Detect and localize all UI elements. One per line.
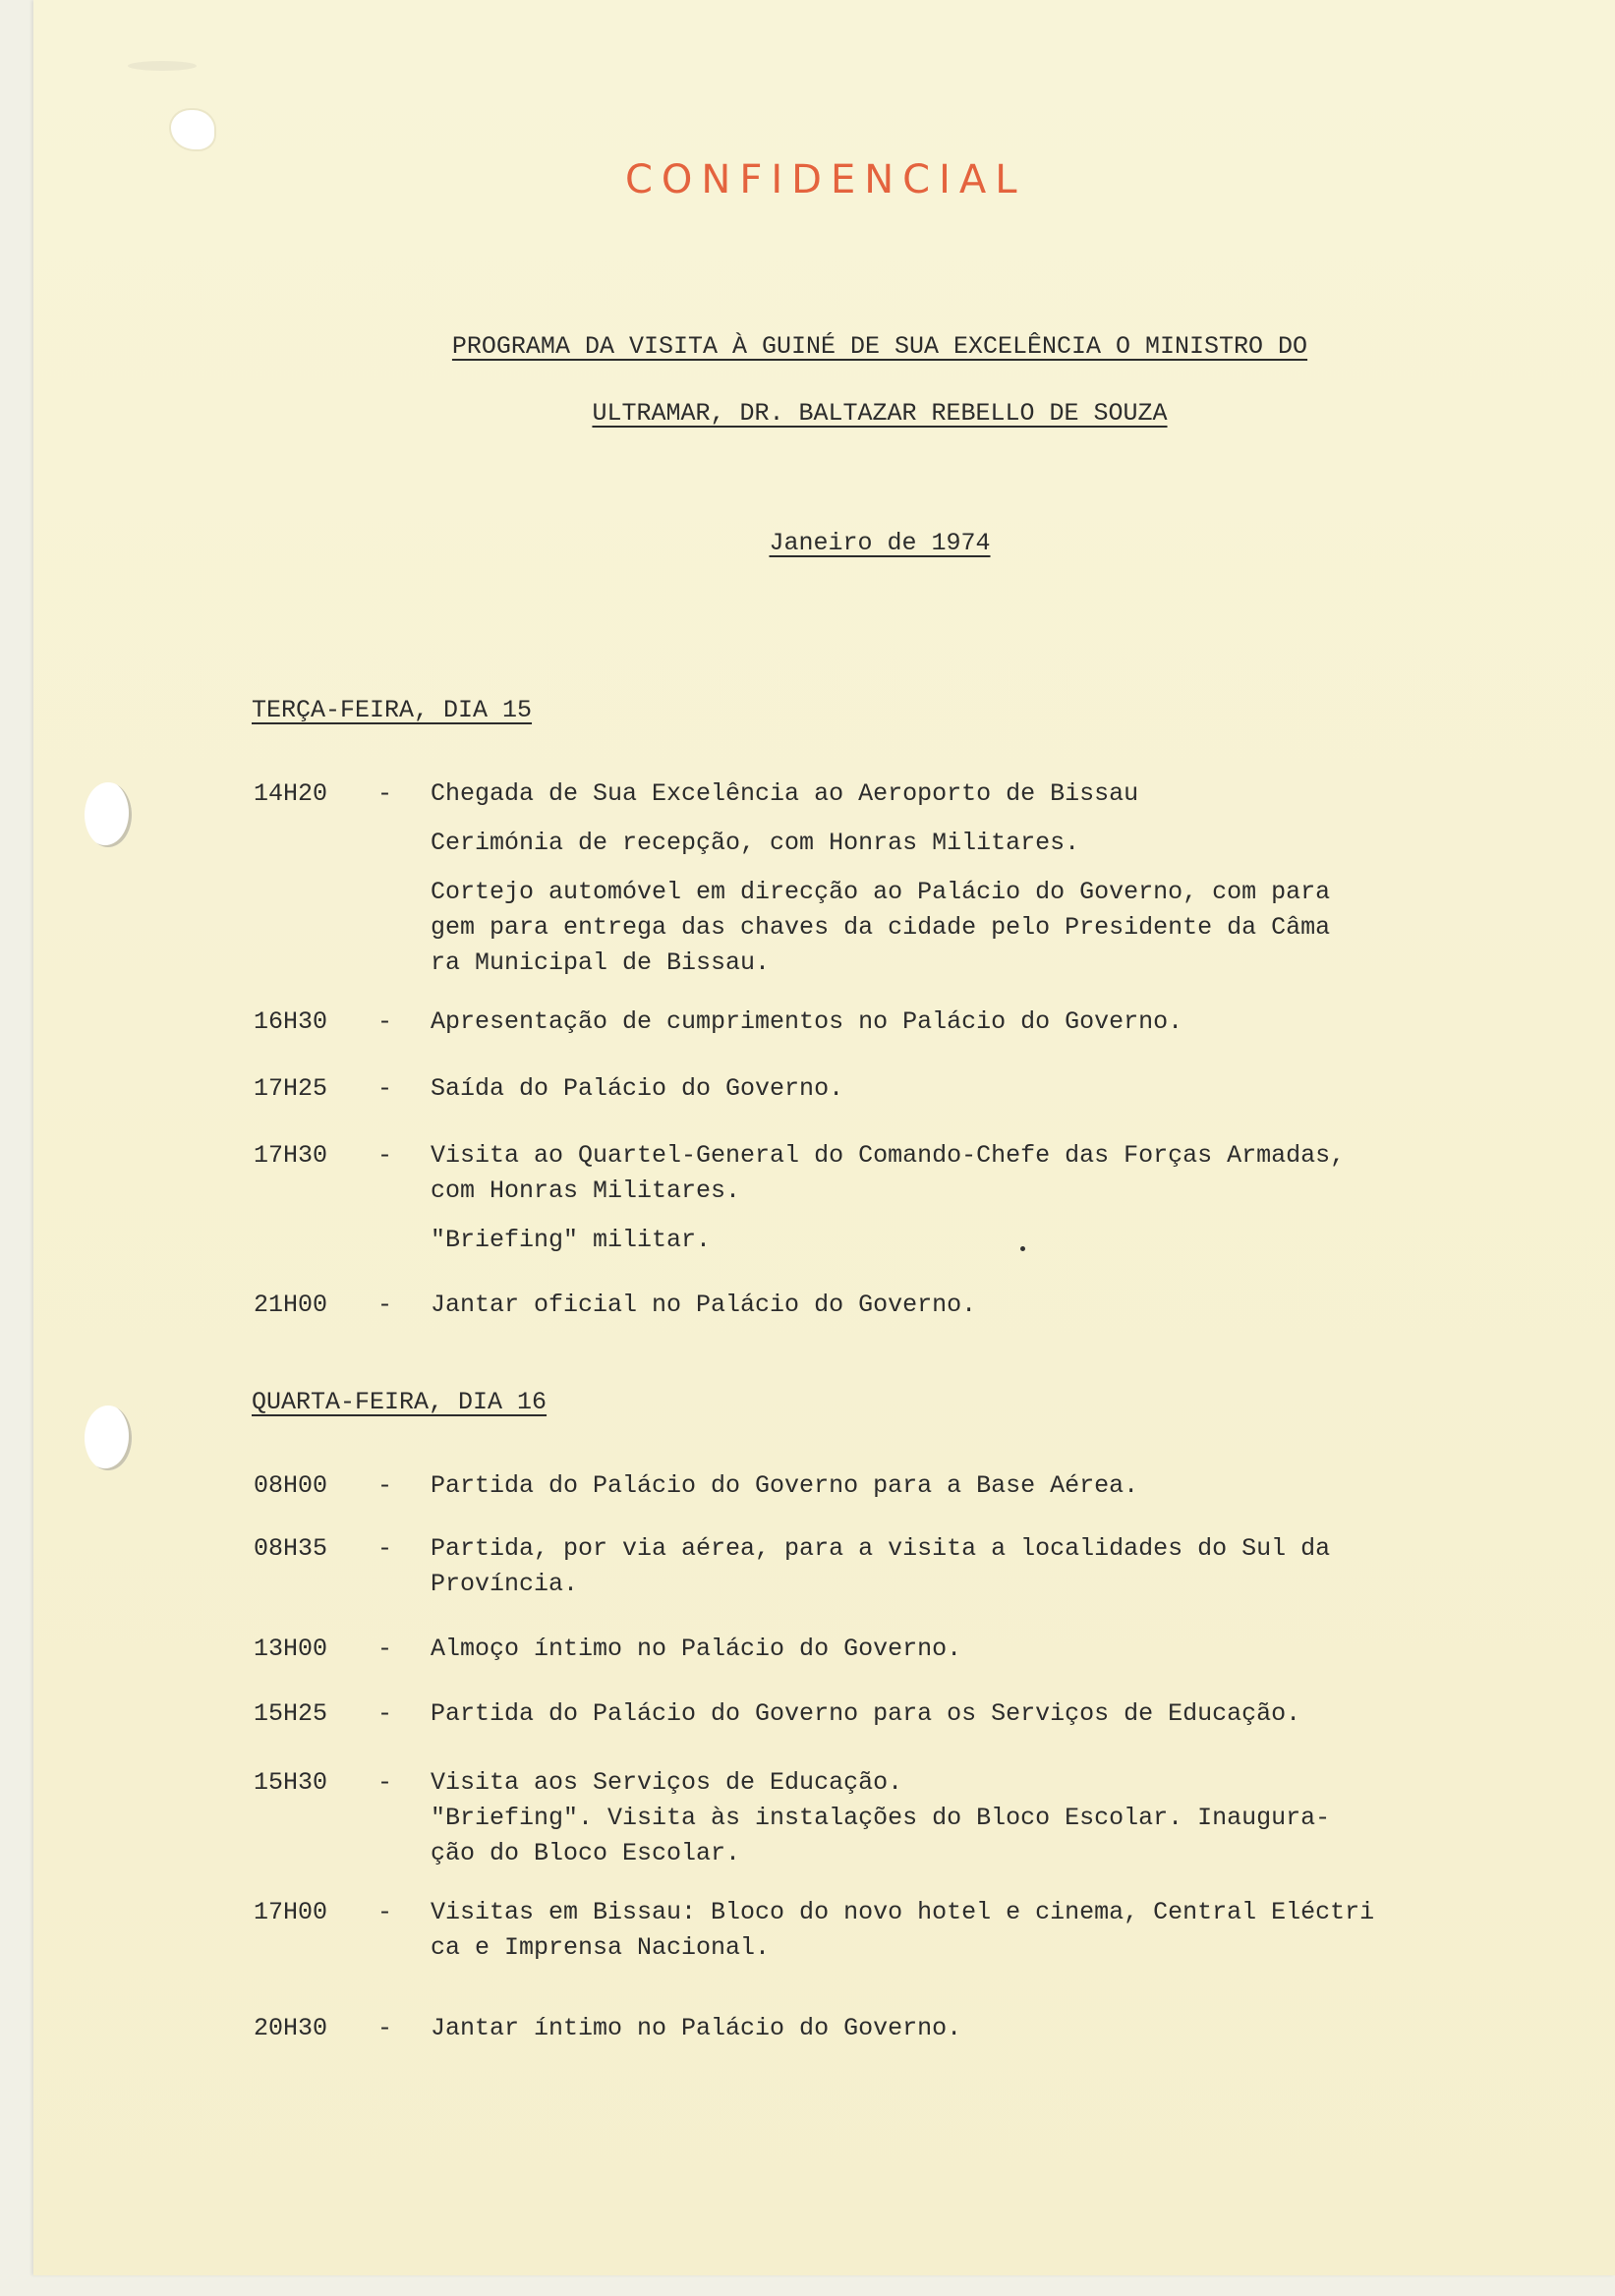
entry-line: com Honras Militares.	[431, 1177, 741, 1205]
entry-description	[431, 1765, 1330, 1871]
entry-line: "Briefing". Visita às instalações do Bloco Escolar. Inaugura-	[431, 1804, 1331, 1832]
entry-time: 15H30	[254, 1768, 328, 1797]
entry-line: Partida do Palácio do Governo para a Base Aérea.	[431, 1471, 1139, 1500]
entry-time: 08H00	[254, 1471, 328, 1500]
entry-line: gem para entrega das chaves da cidade pelo Presidente da Câma	[431, 913, 1331, 942]
confidential-stamp: CONFIDENCIAL	[625, 157, 1026, 202]
entry-description	[431, 776, 1330, 981]
entry-description	[431, 1138, 1345, 1258]
entry-time: 17H30	[254, 1141, 328, 1170]
entry-dash: -	[377, 1534, 393, 1563]
entry-line: Apresentação de cumprimentos no Palácio do Governo.	[431, 1007, 1183, 1036]
ink-speck	[1020, 1246, 1025, 1251]
day-heading: TERÇA-FEIRA, DIA 15	[252, 696, 533, 724]
entry-description	[431, 1004, 1182, 1040]
entry-dash: -	[377, 779, 393, 808]
entry-time: 16H30	[254, 1007, 328, 1036]
entry-line: Jantar íntimo no Palácio do Governo.	[431, 2014, 962, 2042]
entry-description	[431, 1071, 843, 1107]
entry-dash: -	[377, 1074, 393, 1103]
entry-description	[431, 1531, 1330, 1602]
document-date: Janeiro de 1974	[769, 529, 991, 557]
entry-description	[431, 1696, 1300, 1732]
entry-time: 20H30	[254, 2014, 328, 2042]
entry-description	[431, 1632, 961, 1667]
document-title-line-1: PROGRAMA DA VISITA À GUINÉ DE SUA EXCELÊNCIA O MINISTRO DO	[451, 332, 1308, 361]
entry-dash: -	[377, 1768, 393, 1797]
entry-time: 17H25	[254, 1074, 328, 1103]
entry-line: ção do Bloco Escolar.	[431, 1839, 741, 1867]
entry-line: Jantar oficial no Palácio do Governo.	[431, 1291, 977, 1319]
entry-line: Cortejo automóvel em direcção ao Palácio do Governo, com para	[431, 878, 1331, 906]
entry-line: Chegada de Sua Excelência ao Aeroporto de Bissau	[431, 779, 1139, 808]
entry-line: ra Municipal de Bissau.	[431, 948, 771, 977]
entry-line: "Briefing" militar.	[431, 1226, 712, 1254]
entry-dash: -	[377, 1471, 393, 1500]
entry-line: ca e Imprensa Nacional.	[431, 1933, 771, 1962]
entry-time: 14H20	[254, 779, 328, 808]
entry-time: 08H35	[254, 1534, 328, 1563]
entry-time: 17H00	[254, 1898, 328, 1926]
entry-line: Partida, por via aérea, para a visita a localidades do Sul da	[431, 1534, 1331, 1563]
entry-line: Almoço íntimo no Palácio do Governo.	[431, 1635, 962, 1663]
entry-line: Saída do Palácio do Governo.	[431, 1074, 844, 1103]
entry-dash: -	[377, 1699, 393, 1728]
entry-description	[431, 1468, 1138, 1504]
entry-line: Partida do Palácio do Governo para os Serviços de Educação.	[431, 1699, 1301, 1728]
document-title-line-2: ULTRAMAR, DR. BALTAZAR REBELLO DE SOUZA	[592, 399, 1168, 428]
entry-time: 15H25	[254, 1699, 328, 1728]
entry-line: Visita aos Serviços de Educação.	[431, 1768, 903, 1797]
day-heading: QUARTA-FEIRA, DIA 16	[252, 1388, 548, 1416]
entry-line: Cerimónia de recepção, com Honras Militares.	[431, 829, 1080, 857]
entry-description	[431, 1895, 1374, 1966]
entry-dash: -	[377, 1635, 393, 1663]
entry-dash: -	[377, 2014, 393, 2042]
entry-description	[431, 2011, 961, 2046]
entry-dash: -	[377, 1291, 393, 1319]
entry-line: Província.	[431, 1570, 579, 1598]
entry-line: Visitas em Bissau: Bloco do novo hotel e cinema, Central Eléctri	[431, 1898, 1375, 1926]
entry-dash: -	[377, 1007, 393, 1036]
entry-line: Visita ao Quartel-General do Comando-Chefe das Forças Armadas,	[431, 1141, 1346, 1170]
entry-time: 21H00	[254, 1291, 328, 1319]
entry-dash: -	[377, 1141, 393, 1170]
entry-dash: -	[377, 1898, 393, 1926]
entry-time: 13H00	[254, 1635, 328, 1663]
entry-description	[431, 1288, 976, 1323]
